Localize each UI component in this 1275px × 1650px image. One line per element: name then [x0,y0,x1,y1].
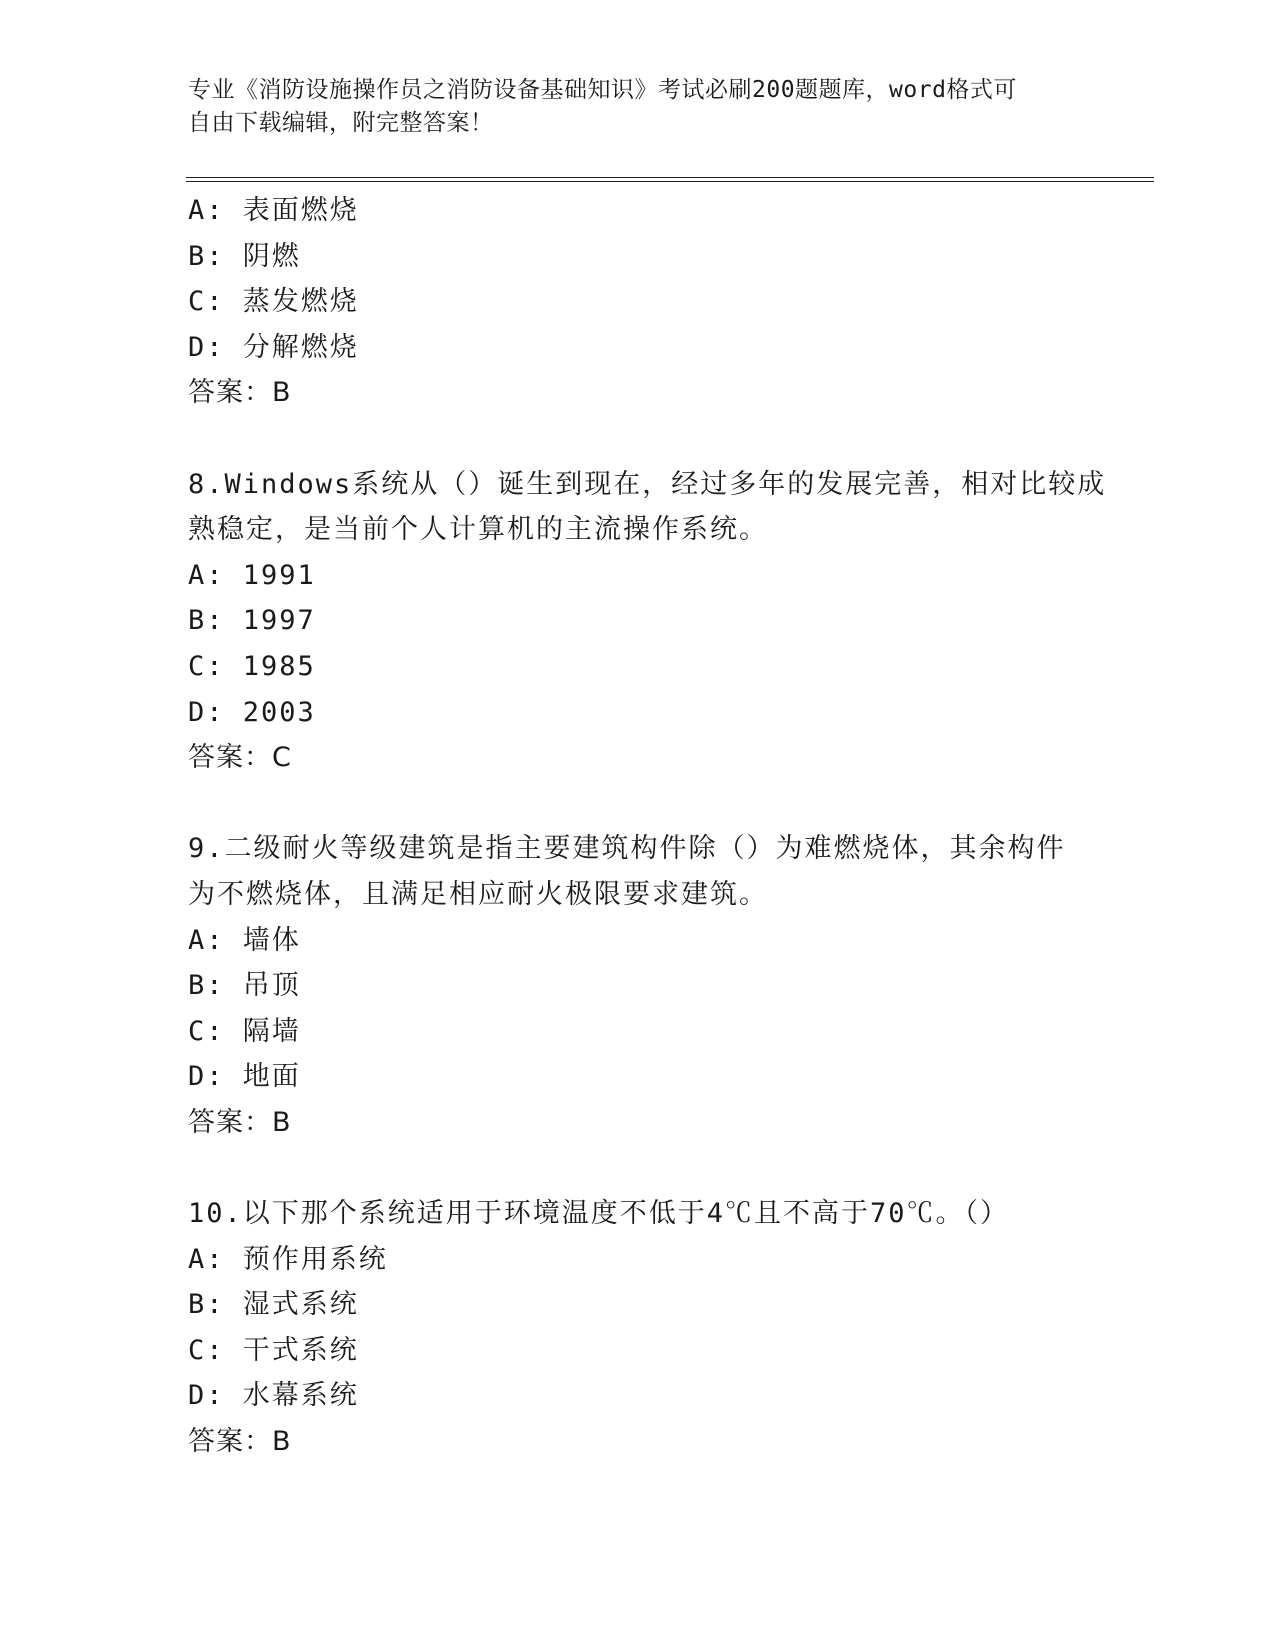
option-a: A: 预作用系统 [188,1243,388,1275]
option-c: C: 干式系统 [188,1334,359,1366]
question-text-line-1: 8.Windows系统从（）诞生到现在，经过多年的发展完善，相对比较成 [188,468,1107,500]
option-a: A: 1991 [188,559,316,591]
option-b: B: 吊顶 [188,970,301,1002]
option-b: B: 湿式系统 [188,1289,359,1321]
option-b: B: 1997 [188,605,316,637]
answer: 答案：B [188,1106,292,1138]
question-text-line-2: 熟稳定，是当前个人计算机的主流操作系统。 [188,514,768,546]
option-c: C: 隔墙 [188,1015,301,1047]
question-9 [188,826,1088,1145]
question-text-line-2: 为不燃烧体，且满足相应耐火极限要求建筑。 [188,878,768,910]
option-d: D: 2003 [188,696,316,728]
header-line-1: 专业《消防设施操作员之消防设备基础知识》考试必刷200题题库，word格式可 [188,77,1017,103]
option-d: D: 分解燃烧 [188,331,359,363]
option-a: A: 墙体 [188,924,301,956]
option-d: D: 水幕系统 [188,1380,359,1412]
question-8 [188,462,1107,781]
question-text-line-1: 10.以下那个系统适用于环境温度不低于4℃且不高于70℃。（） [188,1198,1010,1230]
header-line-2: 自由下载编辑，附完整答案！ [188,110,494,136]
option-c: C: 1985 [188,650,316,682]
question-10 [188,1191,1088,1465]
document-body [188,188,1107,1465]
header-divider-top [186,177,1154,178]
document-header [188,74,1088,140]
answer: 答案：C [188,742,292,774]
option-d: D: 地面 [188,1061,301,1093]
option-a: A: 表面燃烧 [188,195,359,226]
partial-question-7 [188,188,1088,416]
header-divider-bottom [186,181,1154,182]
question-text-line-1: 9.二级耐火等级建筑是指主要建筑构件除（）为难燃烧体，其余构件 [188,833,1066,865]
answer: 答案：B [188,1426,292,1458]
option-b: B: 阴燃 [188,240,301,272]
answer: 答案：B [188,377,292,409]
option-c: C: 蒸发燃烧 [188,286,359,318]
